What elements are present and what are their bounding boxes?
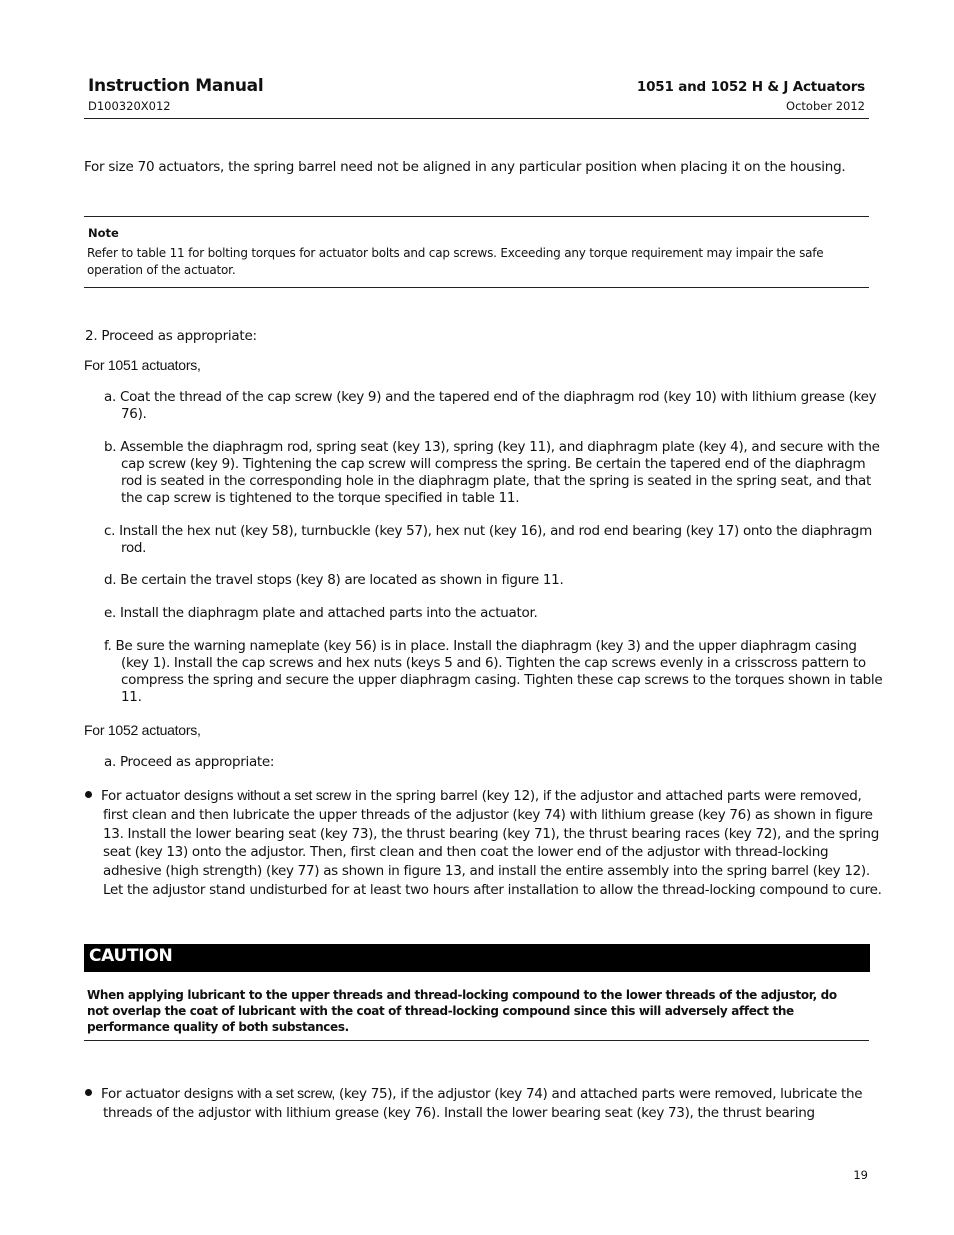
note-text: Refer to table 11 for bolting torques for actuator bolts and cap screws. Exceeding any torque requirement may impair the safe operation of the actuator. bbox=[87, 246, 824, 277]
note-bottom-rule bbox=[84, 287, 869, 288]
bullet-emphasis: with a set screw, bbox=[237, 1085, 336, 1101]
heading-1051: For 1051 actuators, bbox=[84, 357, 201, 373]
bullet-body: (key 75), if the adjustor (key 74) and attached parts were removed, lubricate the threads of the adjustor with lithium grease (key 76). Install the lower bearing seat (key 73), the thrust bearing bbox=[103, 1086, 863, 1121]
page-number: 19 bbox=[853, 1168, 868, 1182]
bullet-with-set-screw bbox=[85, 1084, 888, 1123]
bullet-body: in the spring barrel (key 12), if the adjustor and attached parts were removed, first clean and then lubricate the upper threads of the adjustor (key 74) with lithium grease (key 76) as shown in figure 13. Install the lower bearing seat (key 73), the thrust bearing (key 71), the thrust bearing races (key 72), and the spring seat (key 13) onto the adjustor. Then, first clean and then coat the lower end of the adjustor with thread-locking adhesive (high strength) (key 77) as shown in figure 13, and install the entire assembly into the spring barrel (key 12). Let the adjustor stand undisturbed for at least two hours after installation to allow the thread-locking compound to cure. bbox=[103, 788, 882, 898]
caution-label: CAUTION bbox=[89, 946, 173, 966]
bullet-emphasis: without a set screw bbox=[237, 787, 351, 803]
step-1051-e: e. Install the diaphragm plate and attached parts into the actuator. bbox=[104, 605, 538, 621]
caution-bottom-rule bbox=[84, 1040, 869, 1041]
bullet-icon bbox=[85, 791, 92, 798]
step-1051-f: f. Be sure the warning nameplate (key 56) is in place. Install the diaphragm (key 3) and the upper diaphragm casing (key 1). Install the cap screws and hex nuts (keys 5 and 6). Tighten the cap screws evenly in a crisscross pattern to compress the spring and secure the upper diaphragm casing. Tighten these cap screws to the torques shown in table 11. bbox=[104, 638, 883, 705]
product-title: 1051 and 1052 H & J Actuators bbox=[636, 79, 865, 95]
step-1051-b: b. Assemble the diaphragm rod, spring seat (key 13), spring (key 11), and diaphragm plate (key 4), and secure with the cap screw (key 9). Tightening the cap screw will compress the spring. Be certain the tapered end of the diaphragm rod is seated in the corresponding hole in the diaphragm plate, that the spring is seated in the spring seat, and that the cap screw is tightened to the torque specified in table 11. bbox=[104, 439, 880, 506]
note-top-rule bbox=[84, 216, 869, 217]
step-1051-d: d. Be certain the travel stops (key 8) are located as shown in figure 11. bbox=[104, 572, 564, 588]
intro-paragraph: For size 70 actuators, the spring barrel need not be aligned in any particular position when placing it on the housing. bbox=[84, 159, 846, 175]
note-label: Note bbox=[88, 226, 119, 240]
step-1051-c: c. Install the hex nut (key 58), turnbuckle (key 57), hex nut (key 16), and rod end bearing (key 17) onto the diaphragm rod. bbox=[104, 523, 872, 556]
bullet-lead: For actuator designs bbox=[101, 1086, 234, 1102]
step-1051-a: a. Coat the thread of the cap screw (key 9) and the tapered end of the diaphragm rod (key 10) with lithium grease (key 76). bbox=[104, 389, 877, 422]
document-number: D100320X012 bbox=[88, 99, 171, 113]
caution-text: When applying lubricant to the upper threads and thread-locking compound to the lower threads of the adjustor, do not overlap the coat of lubricant with the coat of thread-locking compound since this will adversely affect the performance quality of both substances. bbox=[87, 988, 837, 1034]
publication-date: October 2012 bbox=[786, 99, 865, 113]
caution-banner bbox=[84, 944, 870, 972]
bullet-lead: For actuator designs bbox=[101, 788, 234, 804]
manual-title: Instruction Manual bbox=[88, 76, 264, 96]
bullet-without-set-screw bbox=[85, 786, 888, 900]
step-2: 2. Proceed as appropriate: bbox=[85, 328, 257, 344]
header-divider bbox=[84, 118, 869, 119]
step-1052-a: a. Proceed as appropriate: bbox=[104, 754, 275, 770]
bullet-icon bbox=[85, 1089, 92, 1096]
heading-1052: For 1052 actuators, bbox=[84, 722, 201, 738]
